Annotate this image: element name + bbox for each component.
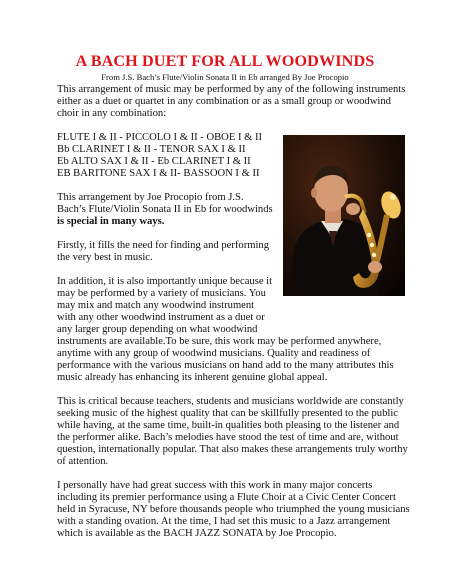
critical-line: of attention.	[57, 456, 109, 467]
document-title: A BACH DUET FOR ALL WOODWINDS	[75, 52, 375, 70]
critical-line: the performer alike. Bach’s melodies have stood the test of time and are, without	[57, 432, 399, 443]
saxophonist-photo	[283, 135, 405, 296]
critical-line: question, internationally popular. That also makes these arrangements truly worthy	[57, 444, 408, 455]
intro-line: This arrangement of music may be performed by any of the following instruments	[57, 84, 406, 95]
success-line: including its premier performance using a Flute Choir at a Civic Center Concert	[57, 492, 396, 503]
saxophonist-illustration	[283, 135, 405, 296]
success-line: which is available as the BACH JAZZ SONATA by Joe Procopio.	[57, 528, 337, 539]
special-line: Bach’s Flute/Violin Sonata II in Eb for woodwinds	[57, 204, 273, 215]
addition-line: may mix and match any woodwind instrument	[57, 300, 255, 311]
critical-line: This is critical because teachers, students and musicians worldwide are constantly	[57, 396, 404, 407]
instrument-line: FLUTE I & II - PICCOLO I & II - OBOE I & II	[57, 132, 263, 143]
instrument-line: Bb CLARINET I & II - TENOR SAX I & II	[57, 144, 246, 155]
addition-line: In addition, it is also importantly unique because it	[57, 276, 273, 287]
document-subtitle: From J.S. Bach’s Flute/Violin Sonata II in Eb arranged By Joe Procopio	[101, 72, 349, 82]
intro-line: either as a duet or quartet in any combination or as a small group or woodwind	[57, 96, 391, 107]
special-line: This arrangement by Joe Procopio from J.S.	[57, 192, 244, 203]
instrument-line: EB BARITONE SAX I & II- BASSOON I & II	[57, 168, 260, 179]
instrument-line: Eb ALTO SAX I & II - Eb CLARINET I & II	[57, 156, 251, 167]
critical-line: seeking music of the highest quality that can be skillfully presented to the public	[57, 408, 398, 419]
success-line: with a standing ovation. At the time, I had set this music to a Jazz arrangement	[57, 516, 391, 527]
addition-line: may be performed by a variety of musicians. You	[57, 288, 266, 299]
success-line: held in Syracuse, NY before thousands people who triumphed the young musicians	[57, 504, 410, 515]
addition-line: performance with the various musicians on hand add to the many attributes this	[57, 360, 394, 371]
addition-line: music already has enhancing its inherent genuine global appeal.	[57, 372, 328, 383]
critical-line: while having, at the same time, built-in qualities both pleasing to the listener and	[57, 420, 400, 431]
firstly-line: the very best in music.	[57, 252, 153, 263]
addition-line: with any other woodwind instrument as a duet or	[57, 312, 265, 323]
addition-line: any larger group depending on what woodwind	[57, 324, 258, 335]
addition-line: instruments are available.To be sure, this work may be performed anywhere,	[57, 336, 382, 347]
special-line-bold: is special in many ways.	[57, 216, 165, 227]
addition-line: anytime with any group of woodwind musicians. Quality and readiness of	[57, 348, 371, 359]
firstly-line: Firstly, it fills the need for finding and performing	[57, 240, 270, 251]
intro-line: choir in any combination:	[57, 108, 167, 119]
success-line: I personally have had great success with this work in many major concerts	[57, 480, 373, 491]
